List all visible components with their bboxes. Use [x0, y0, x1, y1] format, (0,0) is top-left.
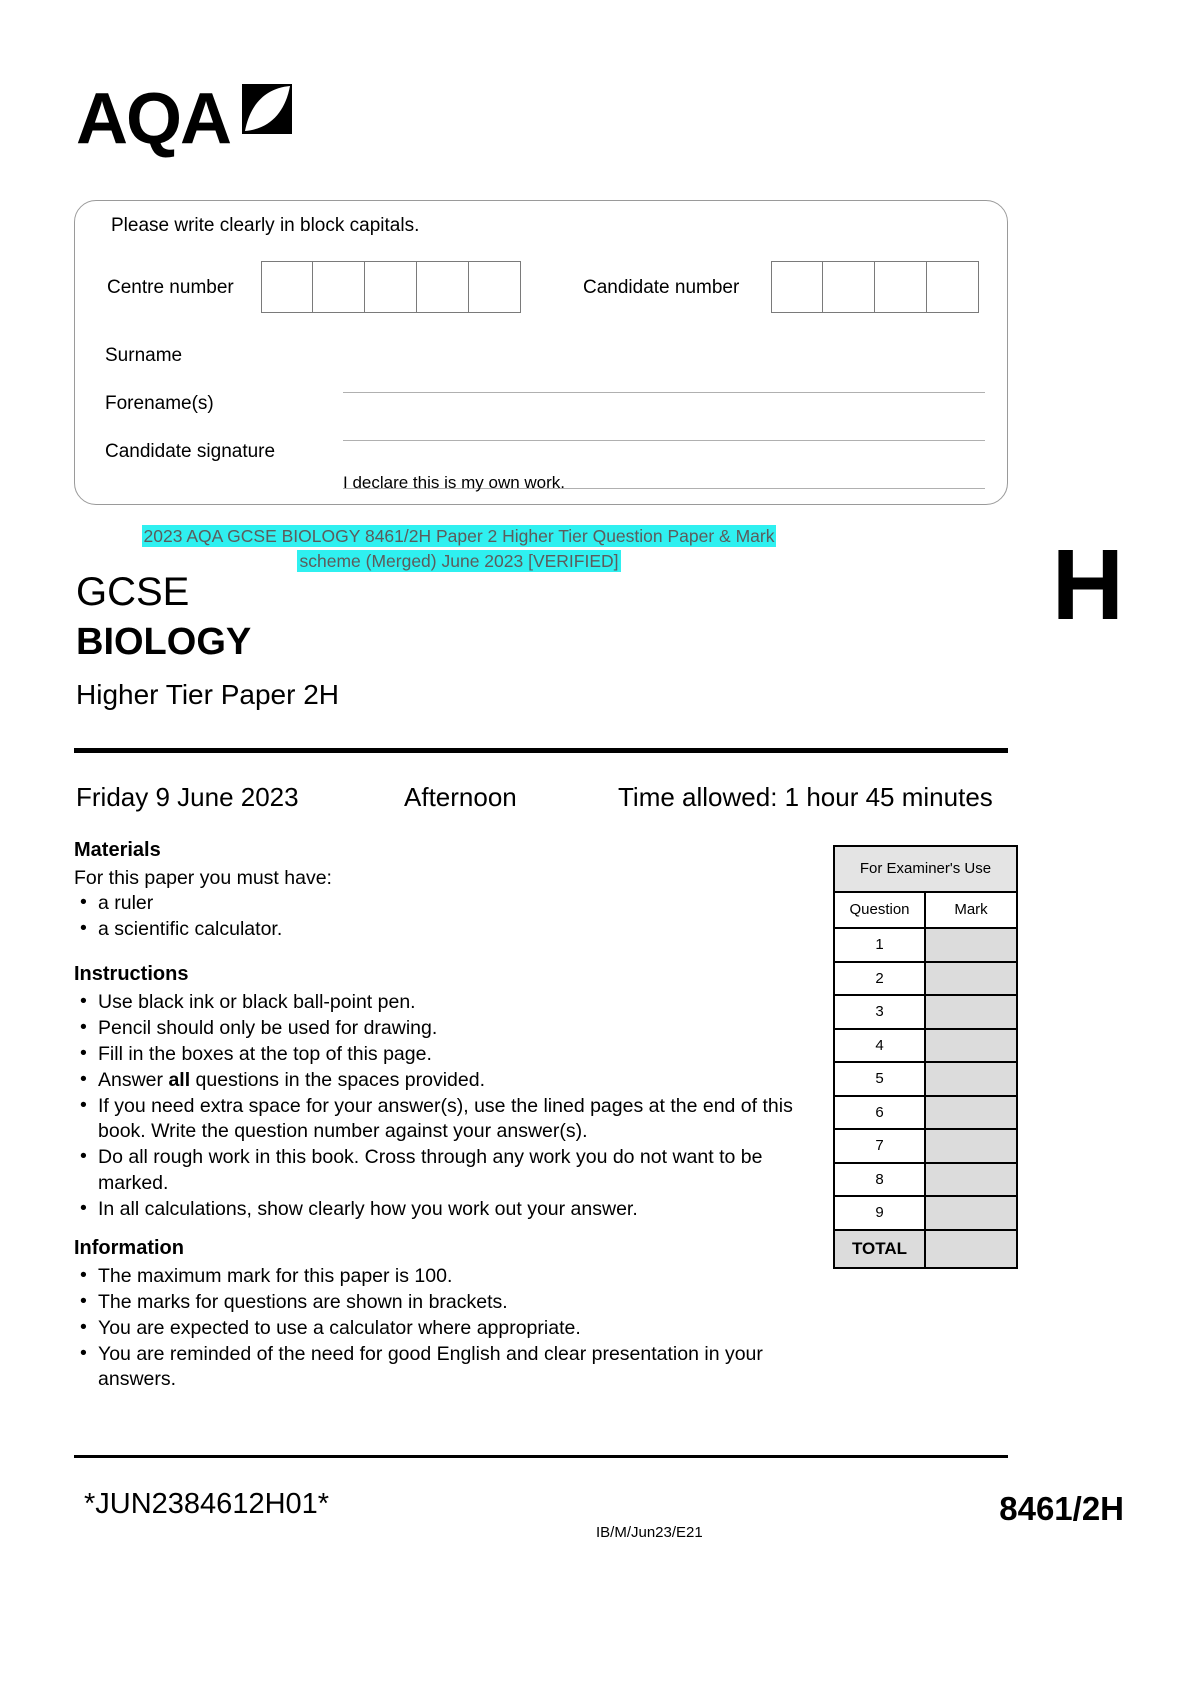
table-row	[835, 996, 1016, 1030]
instruction-text-part: Answer	[98, 1068, 169, 1091]
table-row	[835, 1164, 1016, 1198]
question-column-header: Question	[835, 893, 926, 927]
highlighted-banner	[88, 524, 830, 574]
list-item: • You are reminded of the need for good English and clear presentation in your answers.	[74, 1342, 804, 1393]
examiner-table-title: For Examiner's Use	[835, 847, 1016, 893]
question-number: 8	[835, 1164, 926, 1196]
candidate-number-cell[interactable]	[875, 261, 927, 313]
question-number: 1	[835, 929, 926, 961]
forenames-label: Forename(s)	[105, 393, 214, 414]
aqa-logo	[76, 78, 298, 159]
paper-code: 8461/2H	[999, 1490, 1124, 1527]
candidate-number-cell[interactable]	[823, 261, 875, 313]
list-item: • If you need extra space for your answer(s), use the lined pages at the end of this book. Write the question number against your answer(s).	[74, 1094, 804, 1145]
list-item: • The marks for questions are shown in brackets.	[74, 1290, 804, 1316]
centre-number-cell[interactable]	[417, 261, 469, 313]
question-number: 7	[835, 1130, 926, 1162]
list-item: • You are expected to use a calculator where appropriate.	[74, 1316, 804, 1342]
centre-number-label: Centre number	[107, 277, 234, 298]
list-item: • In all calculations, show clearly how you work out your answer.	[74, 1197, 804, 1223]
materials-intro: For this paper you must have:	[74, 866, 332, 889]
question-number: 3	[835, 996, 926, 1028]
surname-label: Surname	[105, 345, 183, 366]
question-number: 6	[835, 1097, 926, 1129]
exam-session: Afternoon	[404, 782, 517, 812]
list-item	[74, 1068, 804, 1094]
mark-cell[interactable]	[926, 996, 1016, 1028]
examiner-table-column-headers	[835, 893, 1016, 929]
list-item: • Pencil should only be used for drawing.	[74, 1016, 804, 1042]
mark-cell[interactable]	[926, 1164, 1016, 1196]
total-mark-cell[interactable]	[926, 1231, 1016, 1267]
table-row	[835, 963, 1016, 997]
declaration-text: I declare this is my own work.	[343, 473, 566, 492]
candidate-number-label: Candidate number	[583, 277, 740, 298]
subject-title: BIOLOGY	[76, 621, 252, 663]
mark-cell[interactable]	[926, 1197, 1016, 1229]
mark-cell[interactable]	[926, 1030, 1016, 1062]
tier-letter-badge: H	[1051, 529, 1124, 641]
question-number: 4	[835, 1030, 926, 1062]
mark-cell[interactable]	[926, 963, 1016, 995]
question-number: 2	[835, 963, 926, 995]
question-number: 5	[835, 1063, 926, 1095]
header-divider	[74, 748, 1008, 753]
exam-time-allowed: Time allowed: 1 hour 45 minutes	[618, 782, 993, 812]
mark-cell[interactable]	[926, 1063, 1016, 1095]
footer-divider	[74, 1455, 1008, 1458]
list-item: • Use black ink or black ball-point pen.	[74, 990, 804, 1016]
qualification-title: GCSE	[76, 570, 190, 614]
exam-date: Friday 9 June 2023	[76, 782, 299, 812]
barcode-text: *JUN2384612H01*	[84, 1488, 330, 1520]
list-item: • The maximum mark for this paper is 100.	[74, 1264, 804, 1290]
candidate-number-cell[interactable]	[927, 261, 979, 313]
instruction-bold-word: all	[168, 1068, 191, 1091]
centre-number-cell[interactable]	[313, 261, 365, 313]
forenames-field-row	[105, 393, 985, 441]
list-item: • a ruler	[74, 891, 804, 917]
candidate-number-input[interactable]	[771, 261, 979, 313]
information-heading: Information	[74, 1237, 184, 1259]
surname-field-row	[105, 345, 985, 393]
total-label: TOTAL	[835, 1231, 926, 1267]
examiner-use-table	[833, 845, 1018, 1269]
block-capitals-instruction: Please write clearly in block capitals.	[111, 215, 420, 236]
mark-column-header: Mark	[926, 893, 1016, 927]
mark-cell[interactable]	[926, 1097, 1016, 1129]
candidate-signature-label: Candidate signature	[105, 441, 276, 462]
table-row	[835, 1030, 1016, 1064]
question-number: 9	[835, 1197, 926, 1229]
instructions-heading: Instructions	[74, 963, 189, 985]
aqa-leaf-logo-icon	[236, 78, 298, 145]
materials-heading: Materials	[74, 839, 161, 861]
banner-line-1: 2023 AQA GCSE BIOLOGY 8461/2H Paper 2 Higher Tier Question Paper & Mark	[143, 526, 775, 546]
ib-code: IB/M/Jun23/E21	[596, 1524, 703, 1541]
table-row	[835, 1063, 1016, 1097]
materials-section	[74, 838, 804, 943]
information-list	[74, 1264, 804, 1393]
centre-number-cell[interactable]	[469, 261, 521, 313]
table-row	[835, 929, 1016, 963]
candidate-number-cell[interactable]	[771, 261, 823, 313]
aqa-logo-text: AQA	[76, 78, 230, 159]
table-row	[835, 1097, 1016, 1131]
centre-number-cell[interactable]	[261, 261, 313, 313]
tier-paper-subtitle: Higher Tier Paper 2H	[76, 679, 340, 710]
table-row	[835, 1130, 1016, 1164]
list-item: • Fill in the boxes at the top of this page.	[74, 1042, 804, 1068]
information-section	[74, 1236, 804, 1393]
candidate-details-box	[74, 200, 1008, 505]
list-item: • Do all rough work in this book. Cross through any work you do not want to be marked.	[74, 1145, 804, 1196]
table-row	[835, 1197, 1016, 1231]
list-item: • a scientific calculator.	[74, 917, 804, 943]
centre-number-input[interactable]	[261, 261, 521, 313]
banner-line-2: scheme (Merged) June 2023 [VERIFIED]	[299, 551, 619, 571]
mark-cell[interactable]	[926, 929, 1016, 961]
instructions-list	[74, 990, 804, 1223]
instructions-section	[74, 962, 804, 1223]
table-row-total	[835, 1231, 1016, 1267]
instruction-text-part: questions in the spaces provided.	[190, 1068, 485, 1091]
mark-cell[interactable]	[926, 1130, 1016, 1162]
materials-list	[74, 891, 804, 943]
centre-number-cell[interactable]	[365, 261, 417, 313]
